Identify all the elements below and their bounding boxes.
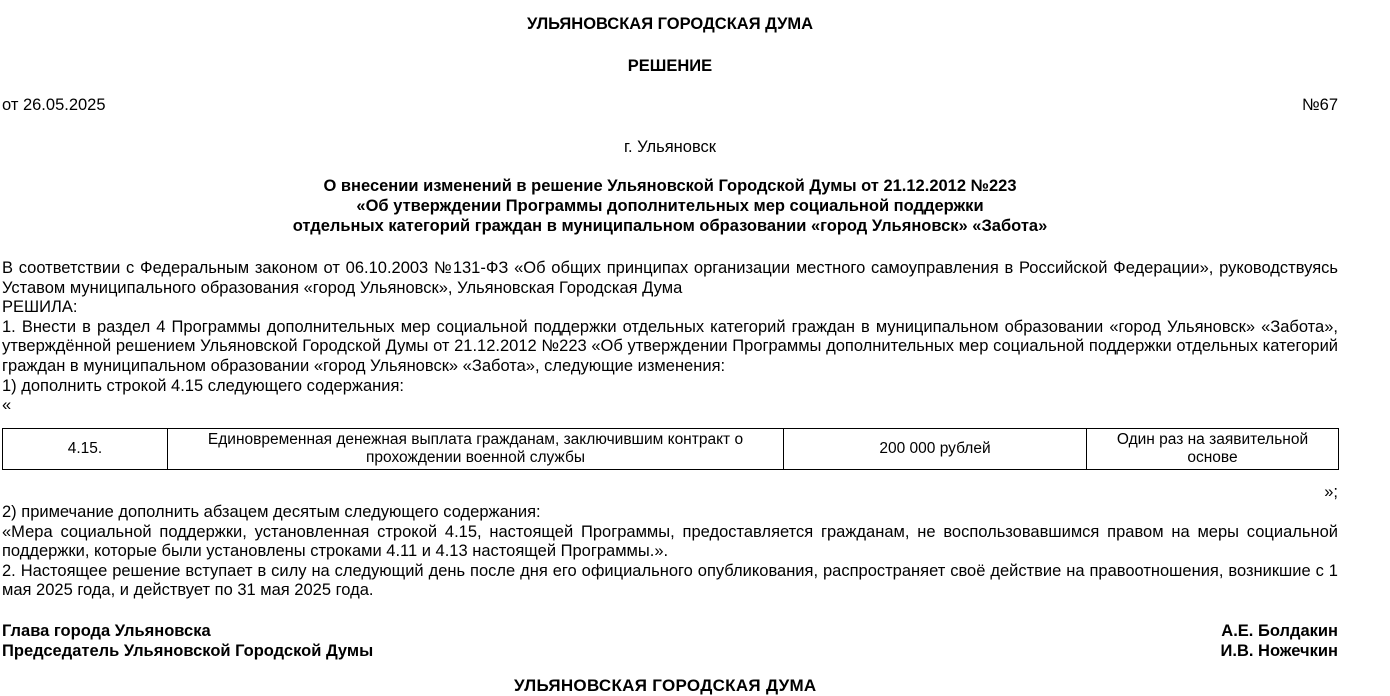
row-amount: 200 000 рублей: [784, 429, 1087, 470]
decision-date: от 26.05.2025: [2, 96, 106, 114]
title-line-2: «Об утверждении Программы дополнительных мер социальной поддержки: [356, 197, 984, 215]
name-mayor: А.Е. Болдакин: [1221, 622, 1338, 640]
document-type: РЕШЕНИЕ: [627, 57, 713, 75]
amendment-table: [2, 428, 1339, 470]
sub-item-1: 1) дополнить строкой 4.15 следующего содержания:: [2, 376, 404, 395]
title-line-3: отдельных категорий граждан в муниципальном образовании «город Ульяновск» «Забота»: [292, 217, 1048, 235]
item-2: 2. Настоящее решение вступает в силу на следующий день после дня его официального опубликования, распространяет своё действие на правоотношения, возникшие с 1 мая 2025 года, и действует по 31 мая 2025 года.: [2, 561, 1338, 600]
signature-roles: [2, 622, 373, 662]
item-1: 1. Внести в раздел 4 Программы дополнительных мер социальной поддержки отдельных категорий граждан в муниципальном образовании «город Ульяновск» «Забота», утверждённой решением Ульяновской Городской Думы от 21.12.2012 №223 «Об утверждении Программы дополнительных мер социальной поддержки отдельных категорий граждан в муниципальном образовании «город Ульяновск» «Забота», следующие изменения:: [2, 317, 1338, 375]
note-text: «Мера социальной поддержки, установленная строкой 4.15, настоящей Программы, предоставляется гражданам, не воспользовавшимся правом на меры социальной поддержки, которые были установлены строками 4.11 и 4.13 настоящей Программы.».: [2, 522, 1338, 561]
role-mayor: Глава города Ульяновска: [2, 622, 211, 640]
close-quote: »;: [1324, 483, 1338, 501]
city: г. Ульяновск: [623, 138, 717, 156]
body-section-1: [2, 259, 1338, 416]
open-quote: «: [2, 396, 12, 415]
resolved-label: РЕШИЛА:: [2, 298, 78, 317]
table-row: [3, 429, 1339, 470]
row-number: 4.15.: [3, 429, 168, 470]
preamble: В соответствии с Федеральным законом от 06.10.2003 №131-ФЗ «Об общих принципах организации местного самоуправления в Российской Федерации», руководствуясь Уставом муниципального образования «город Ульяновск», Ульяновская Городская Дума: [2, 259, 1338, 297]
row-description: Единовременная денежная выплата гражданам, заключившим контракт о прохождении военной службы: [168, 429, 784, 470]
row-frequency: Один раз на заявительной основе: [1087, 429, 1339, 470]
decision-number: №67: [1301, 96, 1338, 114]
organization-title: УЛЬЯНОВСКАЯ ГОРОДСКАЯ ДУМА: [526, 15, 814, 33]
body-section-2: [2, 503, 1338, 601]
name-chairman: И.В. Ножечкин: [1220, 642, 1338, 660]
sub-item-2: 2) примечание дополнить абзацем десятым следующего содержания:: [2, 503, 541, 521]
signature-names: [1221, 622, 1339, 662]
title-line-1: О внесении изменений в решение Ульяновской Городской Думы от 21.12.2012 №223: [323, 177, 1017, 195]
next-page-header: УЛЬЯНОВСКАЯ ГОРОДСКАЯ ДУМА: [514, 676, 817, 695]
role-chairman: Председатель Ульяновской Городской Думы: [2, 642, 374, 660]
